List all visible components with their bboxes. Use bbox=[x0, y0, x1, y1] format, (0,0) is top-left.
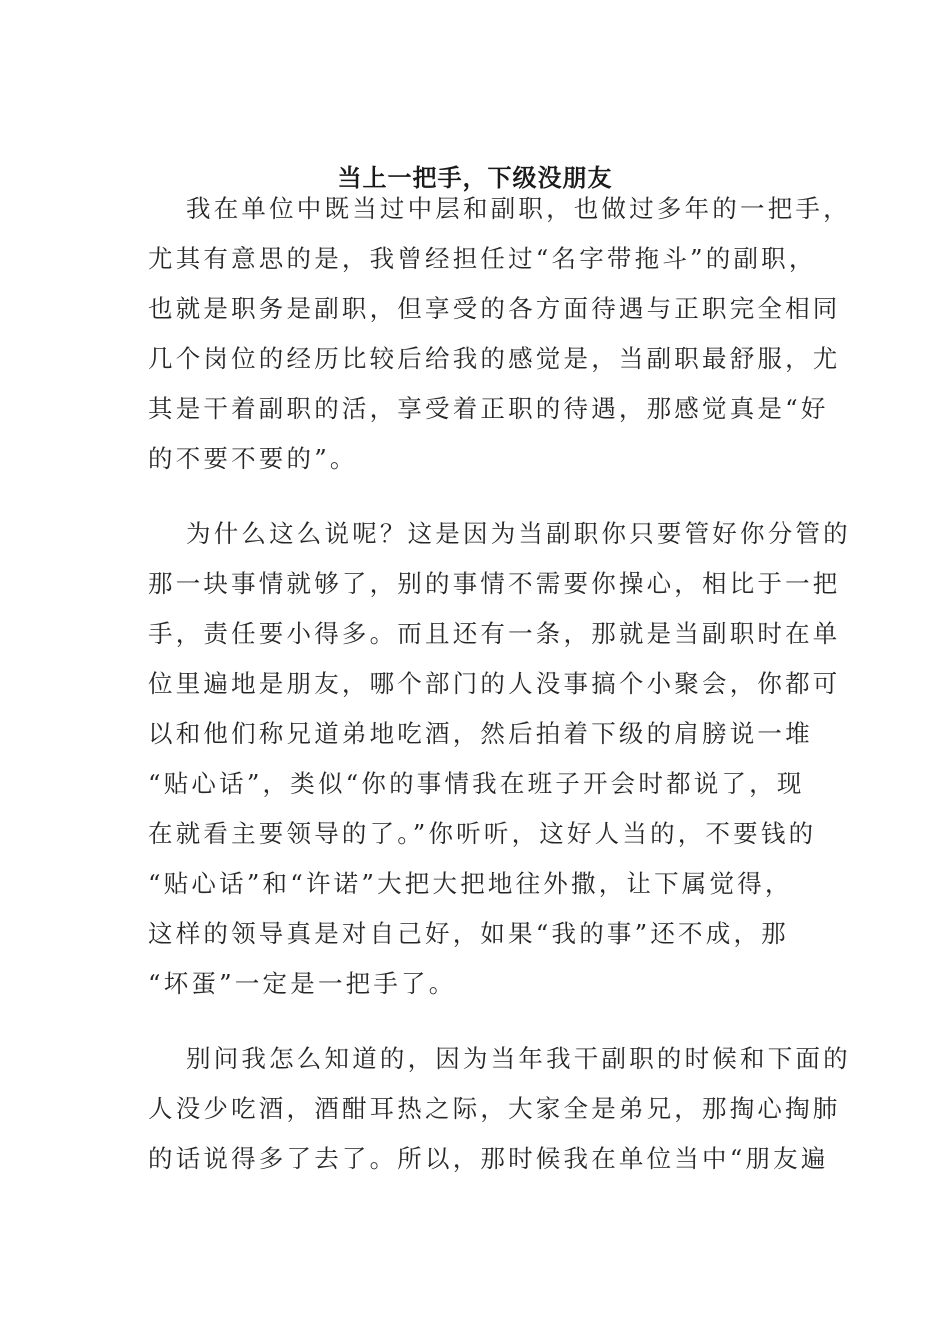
paragraph-1-line: 的不要不要的”。 bbox=[148, 444, 358, 473]
paragraph-3-line: 的话说得多了去了。所以，那时候我在单位当中“朋友遍 bbox=[148, 1144, 829, 1173]
paragraph-2-line: 这样的领导真是对自己好，如果“我的事”还不成，那 bbox=[148, 919, 789, 948]
paragraph-2-line: 手，责任要小得多。而且还有一条，那就是当副职时在单 bbox=[148, 619, 841, 648]
paragraph-2-line: “贴心话”和“许诺”大把大把地往外撒，让下属觉得， bbox=[148, 869, 793, 898]
paragraph-2-line: 为什么这么说呢？这是因为当副职你只要管好你分管的 bbox=[186, 519, 851, 548]
document-title: 当上一把手，下级没朋友 bbox=[337, 164, 613, 192]
paragraph-1-line: 也就是职务是副职，但享受的各方面待遇与正职完全相同 bbox=[148, 294, 841, 323]
paragraph-2-line: “贴心话”，类似“你的事情我在班子开会时都说了，现 bbox=[148, 769, 805, 798]
paragraph-2-line: 那一块事情就够了，别的事情不需要你操心，相比于一把 bbox=[148, 569, 841, 598]
paragraph-1-line: 尤其有意思的是，我曾经担任过“名字带拖斗”的副职， bbox=[148, 244, 817, 273]
paragraph-2-line: “坏蛋”一定是一把手了。 bbox=[148, 969, 457, 998]
paragraph-1-line: 其是干着副职的活，享受着正职的待遇，那感觉真是“好 bbox=[148, 394, 829, 423]
paragraph-2-line: 位里遍地是朋友，哪个部门的人没事搞个小聚会，你都可 bbox=[148, 669, 841, 698]
paragraph-1-line: 我在单位中既当过中层和副职，也做过多年的一把手， bbox=[186, 194, 851, 223]
paragraph-3-line: 人没少吃酒，酒酣耳热之际，大家全是弟兄，那掏心掏肺 bbox=[148, 1094, 841, 1123]
paragraph-3-line: 别问我怎么知道的，因为当年我干副职的时候和下面的 bbox=[186, 1044, 851, 1073]
paragraph-2-line: 在就看主要领导的了。”你听听，这好人当的，不要钱的 bbox=[148, 819, 817, 848]
paragraph-1-line: 几个岗位的经历比较后给我的感觉是，当副职最舒服，尤 bbox=[148, 344, 841, 373]
paragraph-2-line: 以和他们称兄道弟地吃酒，然后拍着下级的肩膀说一堆 bbox=[148, 719, 813, 748]
